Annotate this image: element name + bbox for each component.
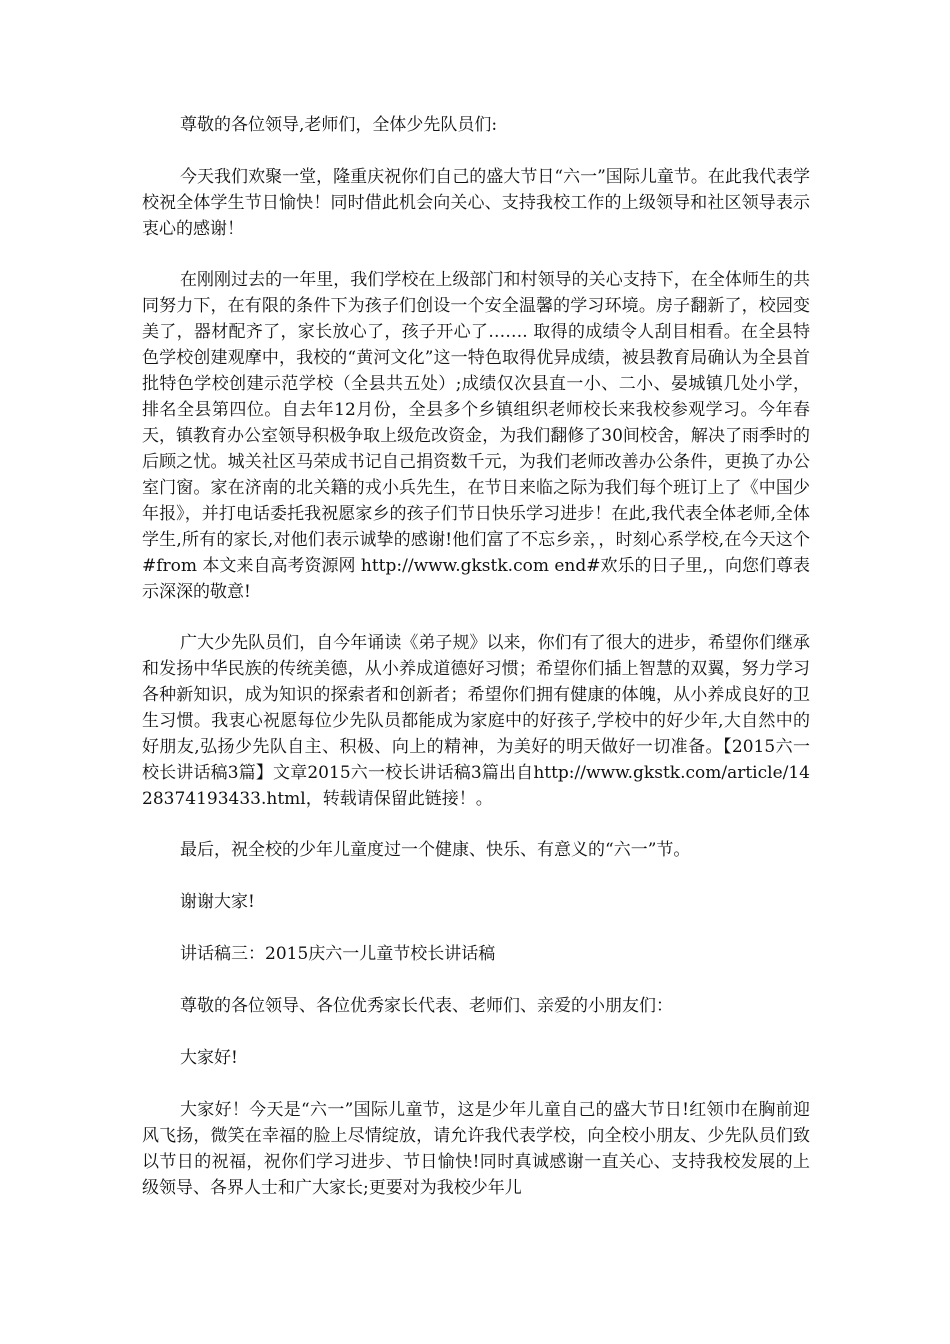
thanks-paragraph: 谢谢大家!: [180, 892, 255, 912]
opening-paragraph: 今天我们欢聚一堂，隆重庆祝你们自己的盛大节日“六一”国际儿童节。在此我代表学校祝全体学生节日愉快！同时借此机会向关心、支持我校工作的上级领导和社区领导表示衷心的感谢！: [142, 167, 810, 239]
section-heading: 讲话稿三：2015庆六一儿童节校长讲话稿: [180, 944, 496, 964]
achievements-paragraph: 在刚刚过去的一年里，我们学校在上级部门和村领导的关心支持下，在全体师生的共同努力下，在有限的条件下为孩子们创设一个安全温馨的学习环境。房子翻新了，校园变美了，器材配齐了，家长放心了，孩子开心了……. 取得的成绩令人刮目相看。在全县特色学校创建观摩中，我校的“黄河文化”这一特色取得优异成绩，被县教育局确认为全县首批特色学校创建示范学校（全县共五处）;成绩仅次县直一小、二小、晏城镇几处小学，排名全县第四位。自去年12月份，全县多个乡镇组织老师校长来我校参观学习。今年春天，镇教育办公室领导积极争取上级危改资金，为我们翻修了30间校舍，解决了雨季时的后顾之忧。城关社区马荣成书记自己捐资数千元，为我们老师改善办公条件，更换了办公室门窗。家在济南的北关籍的戎小兵先生，在节日来临之际为我们每个班订上了《中国少年报》，并打电话委托我祝愿家乡的孩子们节日快乐学习进步！在此,我代表全体老师,全体学生,所有的家长,对他们表示诚挚的感谢!他们富了不忘乡亲，，时刻心系学校,在今天这个#from 本文来自高考资源网 http://www.gkstk.com end#欢乐的日子里,，向您们尊表示深深的敬意!: [142, 270, 810, 602]
wishes-paragraph: 广大少先队员们，自今年诵读《弟子规》以来，你们有了很大的进步，希望你们继承和发扬中华民族的传统美德，从小养成道德好习惯；希望你们插上智慧的双翼，努力学习各种新知识，成为知识的探索者和创新者；希望你们拥有健康的体魄，从小养成良好的卫生习惯。我衷心祝愿每位少先队员都能成为家庭中的好孩子,学校中的好少年,大自然中的好朋友,弘扬少先队自主、积极、向上的精神，为美好的明天做好一切准备。【2015六一校长讲话稿3篇】文章2015六一校长讲话稿3篇出自http://www.gkstk.com/article/1428374193433.html，转载请保留此链接！。: [142, 633, 810, 809]
second-salutation-paragraph: 尊敬的各位领导、各位优秀家长代表、老师们、亲爱的小朋友们：: [180, 996, 673, 1016]
greeting-paragraph: 大家好!: [180, 1048, 238, 1068]
salutation-paragraph: 尊敬的各位领导,老师们，全体少先队员们:: [180, 115, 498, 135]
second-speech-paragraph: 大家好！今天是“六一”国际儿童节，这是少年儿童自己的盛大节日!红领巾在胸前迎风飞扬，微笑在幸福的脸上尽情绽放，请允许我代表学校，向全校小朋友、少先队员们致以节日的祝福，祝你们学习进步、节日愉快!同时真诚感谢一直关心、支持我校发展的上级领导、各界人士和广大家长;更要对为我校少年儿: [142, 1100, 810, 1198]
document-body: [142, 112, 810, 1226]
closing-wish-paragraph: 最后，祝全校的少年儿童度过一个健康、快乐、有意义的“六一”节。: [180, 840, 691, 860]
